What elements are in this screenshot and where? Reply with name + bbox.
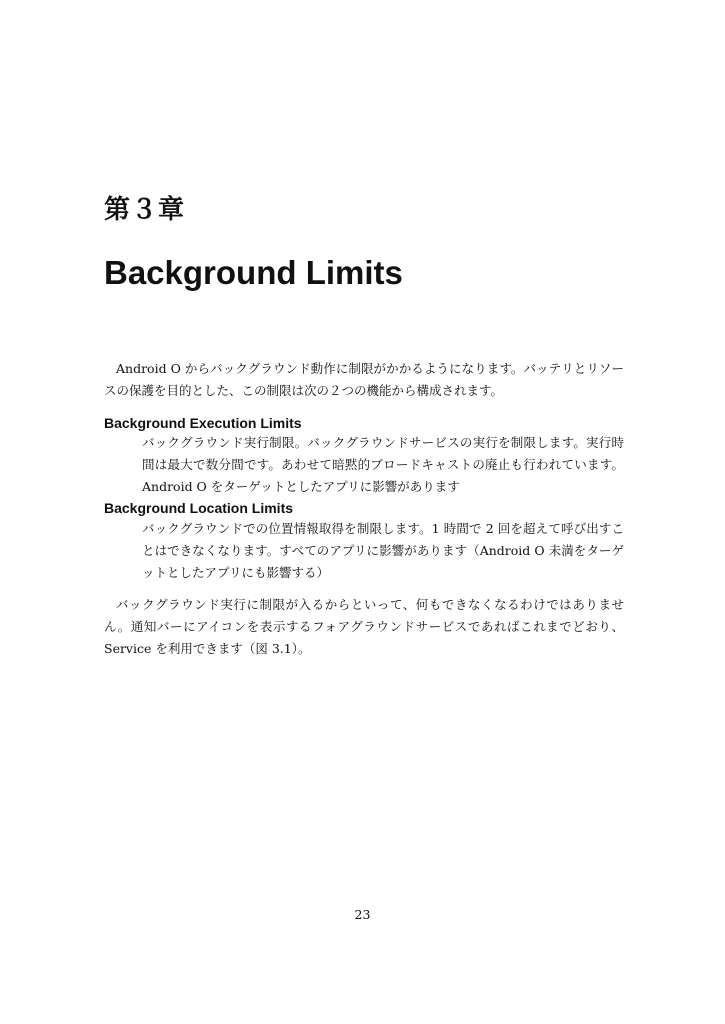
definition-description: バックグラウンドでの位置情報取得を制限します。1 時間で 2 回を超えて呼び出すことはできなくなります。すべてのアプリに影響があります（Android O 未満をターゲットとしたアプリにも影響する） <box>142 521 624 580</box>
page-number: 23 <box>354 907 371 922</box>
intro-paragraph: Android O からバックグラウンド動作に制限がかかるようになります。バッテリとリソースの保護を目的とした、この制限は次の２つの機能から構成されます。 <box>104 361 624 398</box>
closing-paragraph: バックグラウンド実行に制限が入るからといって、何もできなくなるわけではありません。通知バーにアイコンを表示するフォアグラウンドサービスであればこれまでどおり、Service を利用できます（図 3.1）。 <box>104 597 624 656</box>
definition-term: Background Location Limits <box>104 500 294 516</box>
chapter-title: Background Limits <box>104 254 403 291</box>
chapter-label: 第３章 <box>104 194 186 224</box>
definition-description: バックグラウンド実行制限。バックグラウンドサービスの実行を制限します。実行時間は最大で数分間です。あわせて暗黙的ブロードキャストの廃止も行われています。Android O をターゲットとしたアプリに影響があります <box>142 435 624 494</box>
definition-term: Background Execution Limits <box>104 415 302 431</box>
